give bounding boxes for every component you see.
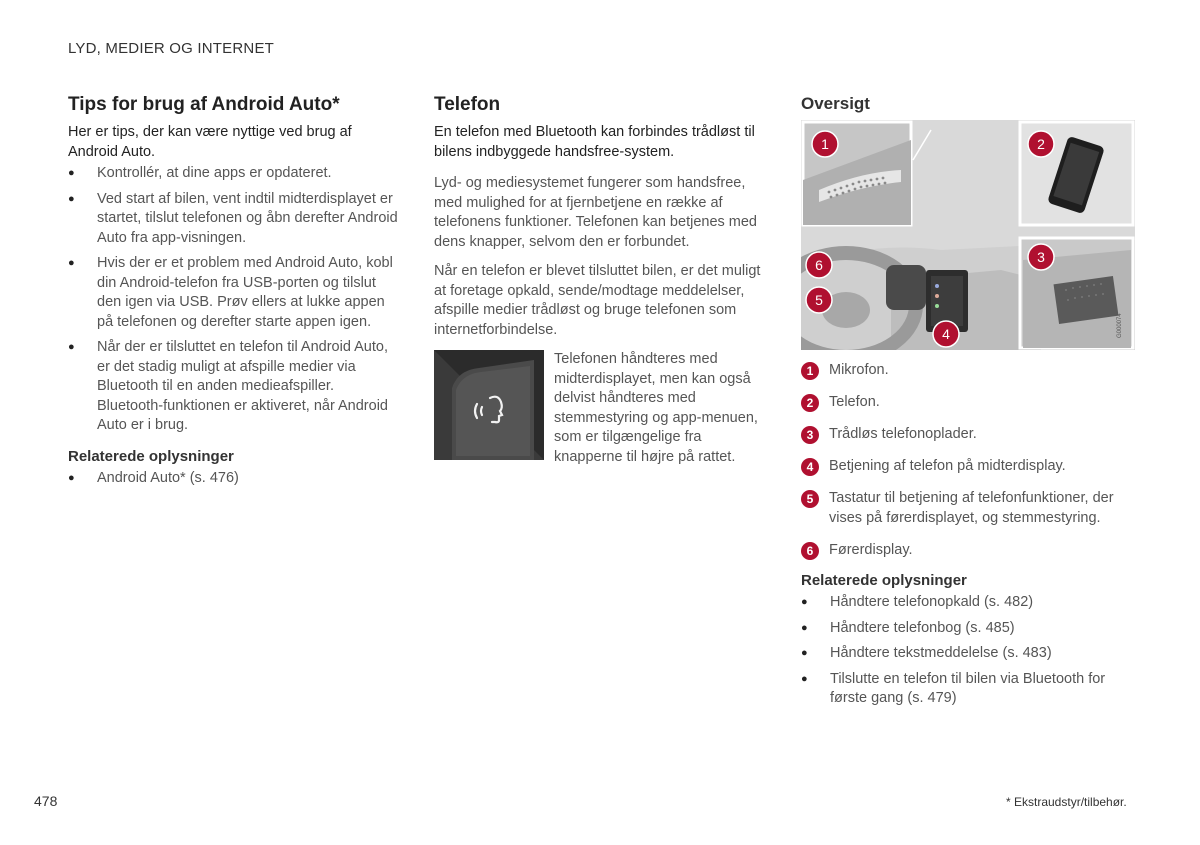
svg-text:5: 5 xyxy=(815,292,823,308)
related-list xyxy=(801,593,1136,709)
voice-button-photo xyxy=(434,350,544,460)
related-list xyxy=(68,469,398,489)
svg-text:3: 3 xyxy=(1037,249,1045,265)
callout-5 xyxy=(806,287,832,313)
legend-item xyxy=(801,392,1136,412)
list-item: ● Kontrollér, at dine apps er opdateret. xyxy=(68,164,398,184)
list-item: ● Ved start af bilen, vent indtil midterdisplayet er startet, tilslut telefonen og åbn derefter Android Auto fra app-visningen. xyxy=(68,190,398,249)
telefon-section xyxy=(434,94,766,467)
section-title: Tips for brug af Android Auto* xyxy=(68,94,340,115)
legend-item xyxy=(801,424,1136,444)
section-intro: Her er tips, der kan være nyttige ved brug af Android Auto. xyxy=(68,124,352,160)
callout-number: 4 xyxy=(801,458,819,476)
related-link[interactable]: ● Håndtere telefonbog (s. 485) xyxy=(801,619,1136,639)
callout-6 xyxy=(806,252,832,278)
list-item: ● Hvis der er et problem med Android Auto, kobl din Android-telefon fra USB-porten og tilslut den igen via USB. Prøv ellers at lukke appen på telefonen og derefter starte appen igen. xyxy=(68,254,398,332)
svg-text:4: 4 xyxy=(942,326,950,342)
page-number: 478 xyxy=(34,793,58,809)
svg-text:2: 2 xyxy=(1037,136,1045,152)
list-item: ● Når der er tilsluttet en telefon til Android Auto, er det stadig muligt at afspille medier via Bluetooth til en anden medieafspiller. Bluetooth-funktionen er aktiveret, når Android Auto er i brug. xyxy=(68,338,398,436)
callout-1 xyxy=(812,131,838,157)
callout-number: 3 xyxy=(801,426,819,444)
callout-number: 6 xyxy=(801,542,819,560)
callout-3 xyxy=(1028,244,1054,270)
legend-item xyxy=(801,360,1136,380)
callout-4 xyxy=(933,321,959,347)
section-title: Telefon xyxy=(434,94,501,115)
section-intro: En telefon med Bluetooth kan forbindes trådløst til bilens indbyggede handsfree-system. xyxy=(434,124,755,160)
android-auto-tips-section xyxy=(68,94,398,494)
legend-text: Førerdisplay. xyxy=(829,542,913,558)
related-link[interactable]: ● Android Auto* (s. 476) xyxy=(68,469,398,489)
voice-button-figure xyxy=(434,350,766,467)
legend-text: Betjening af telefon på midterdisplay. xyxy=(829,458,1066,474)
tips-list xyxy=(68,164,398,436)
callout-number: 5 xyxy=(801,490,819,508)
legend-item xyxy=(801,488,1136,528)
legend-text: Trådløs telefonoplader. xyxy=(829,426,977,442)
callout-number: 2 xyxy=(801,394,819,412)
section-header: LYD, MEDIER OG INTERNET xyxy=(68,40,275,57)
section-title: Oversigt xyxy=(801,94,870,113)
oversigt-section xyxy=(801,94,1136,715)
callout-legend xyxy=(801,360,1136,560)
svg-text:1: 1 xyxy=(821,136,829,152)
paragraph: Når en telefon er blevet tilsluttet bilen, er det muligt at foretage opkald, sende/modtage meddelelser, afspille medier trådløst og bruge telefonen som internetforbindelse. xyxy=(434,263,761,338)
related-link[interactable]: ● Håndtere telefonopkald (s. 482) xyxy=(801,593,1136,613)
footnote: * Ekstraudstyr/tilbehør. xyxy=(1006,795,1127,809)
overview-illustration xyxy=(801,120,1135,350)
legend-text: Tastatur til betjening af telefonfunktioner, der vises på førerdisplayet, og stemmestyring. xyxy=(829,490,1114,526)
callout-number: 1 xyxy=(801,362,819,380)
related-link[interactable]: ● Håndtere tekstmeddelelse (s. 483) xyxy=(801,644,1136,664)
related-info-title: Relaterede oplysninger xyxy=(801,572,967,589)
related-link[interactable]: ● Tilslutte en telefon til bilen via Bluetooth for første gang (s. 479) xyxy=(801,670,1136,709)
callout-2 xyxy=(1028,131,1054,157)
related-info-title: Relaterede oplysninger xyxy=(68,447,234,465)
photo-caption: Telefonen håndteres med midterdisplayet, men kan også delvist håndteres med stemmestyring og app-menuen, som er tilgængelige fra knapperne til højre på rattet. xyxy=(554,351,758,465)
legend-text: Telefon. xyxy=(829,394,880,410)
legend-item xyxy=(801,540,1136,560)
svg-text:6: 6 xyxy=(815,257,823,273)
legend-item xyxy=(801,456,1136,476)
paragraph: Lyd- og mediesystemet fungerer som handsfree, med mulighed for at fjernbetjene en række af telefonens funktioner. Telefonen kan betjenes med dens knapper, selvom den er forbundet. xyxy=(434,175,757,250)
image-code: G000074 xyxy=(1117,313,1123,338)
legend-text: Mikrofon. xyxy=(829,362,889,378)
